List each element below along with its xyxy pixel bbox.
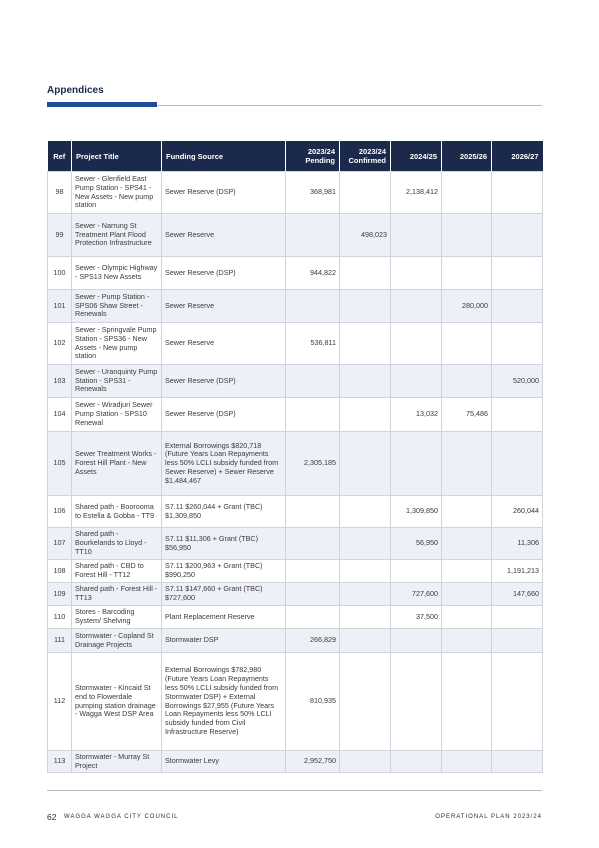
cell-2024-25 (391, 257, 442, 290)
col-header-2026-27: 2026/27 (492, 141, 543, 172)
cell-ref: 101 (48, 290, 72, 323)
cell-2023-24-confirmed (340, 432, 391, 496)
cell-2023-24-pending (286, 290, 340, 323)
cell-ref: 103 (48, 365, 72, 398)
cell-funding-source: Sewer Reserve (162, 290, 286, 323)
table-row (48, 398, 543, 432)
cell-2023-24-confirmed (340, 172, 391, 214)
cell-2026-27 (492, 432, 543, 496)
cell-2026-27 (492, 214, 543, 257)
cell-ref: 99 (48, 214, 72, 257)
cell-project-title: Sewer Treatment Works - Forest Hill Plant - New Assets (72, 432, 162, 496)
cell-2025-26 (442, 365, 492, 398)
cell-2025-26 (442, 323, 492, 365)
cell-2024-25: 1,309,850 (391, 496, 442, 528)
cell-project-title: Stormwater - Kincaid St end to Flowerdale pumping station drainage - Wagga West DSP Area (72, 653, 162, 751)
cell-funding-source: Sewer Reserve (162, 323, 286, 365)
cell-2024-25 (391, 653, 442, 751)
cell-2025-26 (442, 583, 492, 606)
cell-2023-24-confirmed (340, 257, 391, 290)
col-header-2024-25: 2024/25 (391, 141, 442, 172)
cell-ref: 100 (48, 257, 72, 290)
cell-2023-24-pending (286, 528, 340, 560)
cell-project-title: Shared path - Bourkelands to Lloyd - TT10 (72, 528, 162, 560)
cell-project-title: Sewer - Wiradjuri Sewer Pump Station - SPS10 Renewal (72, 398, 162, 432)
cell-2023-24-confirmed (340, 560, 391, 583)
cell-2026-27: 147,660 (492, 583, 543, 606)
cell-2025-26 (442, 257, 492, 290)
table-row (48, 214, 543, 257)
cell-2025-26: 75,486 (442, 398, 492, 432)
cell-project-title: Sewer - Springvale Pump Station - SPS36 - New Assets - New pump station (72, 323, 162, 365)
cell-2024-25 (391, 214, 442, 257)
table-row (48, 257, 543, 290)
cell-ref: 107 (48, 528, 72, 560)
cell-ref: 110 (48, 606, 72, 629)
cell-ref: 111 (48, 629, 72, 653)
cell-2026-27 (492, 606, 543, 629)
cell-2026-27 (492, 290, 543, 323)
cell-2024-25: 56,950 (391, 528, 442, 560)
cell-2023-24-confirmed (340, 290, 391, 323)
cell-2023-24-pending (286, 365, 340, 398)
cell-2023-24-confirmed (340, 751, 391, 773)
cell-2026-27 (492, 653, 543, 751)
cell-2023-24-confirmed (340, 629, 391, 653)
table-header-row (48, 141, 543, 172)
title-divider (157, 105, 542, 106)
page-section-title: Appendices (47, 85, 104, 96)
cell-project-title: Sewer - Olympic Highway - SPS13 New Assets (72, 257, 162, 290)
table-row (48, 290, 543, 323)
cell-2026-27 (492, 398, 543, 432)
cell-project-title: Shared path - Forest Hill - TT13 (72, 583, 162, 606)
table-row (48, 629, 543, 653)
cell-2025-26 (442, 432, 492, 496)
cell-2025-26 (442, 653, 492, 751)
cell-2025-26 (442, 214, 492, 257)
cell-2024-25 (391, 323, 442, 365)
cell-project-title: Shared path - CBD to Forest Hill - TT12 (72, 560, 162, 583)
cell-2024-25 (391, 290, 442, 323)
col-header-2025-26: 2025/26 (442, 141, 492, 172)
cell-2023-24-pending (286, 583, 340, 606)
cell-project-title: Stores - Barcoding System/ Shelving (72, 606, 162, 629)
cell-2024-25: 2,138,412 (391, 172, 442, 214)
table-row (48, 751, 543, 773)
cell-2024-25: 37,500 (391, 606, 442, 629)
footer-document-title: OPERATIONAL PLAN 2023/24 (435, 814, 542, 820)
col-header-ref: Ref (48, 141, 72, 172)
cell-2024-25: 727,600 (391, 583, 442, 606)
cell-2023-24-confirmed (340, 496, 391, 528)
cell-2023-24-pending: 266,829 (286, 629, 340, 653)
cell-funding-source: Sewer Reserve (162, 214, 286, 257)
cell-ref: 102 (48, 323, 72, 365)
cell-2023-24-confirmed (340, 398, 391, 432)
cell-2023-24-confirmed (340, 365, 391, 398)
cell-2026-27 (492, 172, 543, 214)
cell-2025-26 (442, 560, 492, 583)
cell-2023-24-pending: 810,935 (286, 653, 340, 751)
cell-2023-24-confirmed (340, 606, 391, 629)
cell-2023-24-confirmed: 498,023 (340, 214, 391, 257)
cell-ref: 98 (48, 172, 72, 214)
table-row (48, 653, 543, 751)
cell-2025-26 (442, 528, 492, 560)
cell-2023-24-pending (286, 560, 340, 583)
cell-2023-24-pending: 536,811 (286, 323, 340, 365)
cell-ref: 108 (48, 560, 72, 583)
cell-2024-25 (391, 432, 442, 496)
col-header-2023-24-pending: 2023/24 Pending (286, 141, 340, 172)
cell-2024-25 (391, 751, 442, 773)
cell-project-title: Sewer - Narrung St Treatment Plant Flood Protection Infrastructure (72, 214, 162, 257)
cell-2024-25 (391, 629, 442, 653)
cell-funding-source: External Borrowings $820,718 (Future Years Loan Repayments less 50% LCLI subsidy funded from Sewer Reserve) + Sewer Reserve $1,484,467 (162, 432, 286, 496)
cell-funding-source: Plant Replacement Reserve (162, 606, 286, 629)
footer-divider (47, 790, 542, 791)
cell-2023-24-pending (286, 606, 340, 629)
table-row (48, 560, 543, 583)
cell-2025-26 (442, 496, 492, 528)
cell-2026-27: 11,306 (492, 528, 543, 560)
cell-2023-24-pending (286, 496, 340, 528)
cell-2023-24-confirmed (340, 653, 391, 751)
table-row (48, 606, 543, 629)
cell-2023-24-pending: 2,952,750 (286, 751, 340, 773)
cell-2026-27 (492, 629, 543, 653)
col-header-2023-24-confirmed: 2023/24 Confirmed (340, 141, 391, 172)
cell-2023-24-pending: 368,981 (286, 172, 340, 214)
cell-2024-25 (391, 560, 442, 583)
cell-2026-27: 260,044 (492, 496, 543, 528)
table-row (48, 172, 543, 214)
table-row (48, 583, 543, 606)
table-row (48, 323, 543, 365)
footer-organisation: WAGGA WAGGA CITY COUNCIL (64, 814, 179, 820)
cell-2024-25: 13,032 (391, 398, 442, 432)
cell-2025-26: 280,000 (442, 290, 492, 323)
cell-funding-source: Sewer Reserve (DSP) (162, 398, 286, 432)
cell-ref: 109 (48, 583, 72, 606)
cell-project-title: Sewer - Pump Station - SPS06 Shaw Street - Renewals (72, 290, 162, 323)
cell-2023-24-pending (286, 398, 340, 432)
cell-2025-26 (442, 751, 492, 773)
cell-2026-27: 520,000 (492, 365, 543, 398)
cell-2023-24-pending (286, 214, 340, 257)
cell-2023-24-pending: 944,822 (286, 257, 340, 290)
cell-2023-24-confirmed (340, 323, 391, 365)
cell-ref: 106 (48, 496, 72, 528)
cell-project-title: Shared path - Boorooma to Estella & Gobba - TT9 (72, 496, 162, 528)
title-accent-bar (47, 102, 157, 107)
cell-funding-source: Sewer Reserve (DSP) (162, 257, 286, 290)
cell-project-title: Sewer - Uranquinty Pump Station - SPS31 - Renewals (72, 365, 162, 398)
cell-project-title: Stormwater - Murray St Project (72, 751, 162, 773)
cell-funding-source: Stormwater Levy (162, 751, 286, 773)
cell-funding-source: External Borrowings $782,980 (Future Years Loan Repayments less 50% LCLI subsidy funded from Stormwater DSP) + External Borrowings $27,955 (Future Years Loan Repayments less 50% LCLI subsidy funded from Civil Infrastructure Reserve) (162, 653, 286, 751)
table-row (48, 432, 543, 496)
cell-2026-27 (492, 323, 543, 365)
cell-2023-24-confirmed (340, 528, 391, 560)
cell-funding-source: Stormwater DSP (162, 629, 286, 653)
cell-2025-26 (442, 172, 492, 214)
cell-funding-source: S7.11 $260,044 + Grant (TBC) $1,309,850 (162, 496, 286, 528)
cell-ref: 104 (48, 398, 72, 432)
cell-2025-26 (442, 629, 492, 653)
cell-funding-source: Sewer Reserve (DSP) (162, 365, 286, 398)
cell-ref: 112 (48, 653, 72, 751)
cell-funding-source: S7.11 $147,660 + Grant (TBC) $727,600 (162, 583, 286, 606)
cell-2026-27 (492, 751, 543, 773)
capital-works-table (47, 141, 543, 773)
table-row (48, 365, 543, 398)
cell-2026-27: 1,191,213 (492, 560, 543, 583)
cell-funding-source: Sewer Reserve (DSP) (162, 172, 286, 214)
cell-ref: 105 (48, 432, 72, 496)
cell-2025-26 (442, 606, 492, 629)
table-row (48, 496, 543, 528)
cell-2024-25 (391, 365, 442, 398)
col-header-funding-source: Funding Source (162, 141, 286, 172)
cell-funding-source: S7.11 $11,306 + Grant (TBC) $56,950 (162, 528, 286, 560)
cell-project-title: Sewer - Glenfield East Pump Station - SPS41 - New Assets - New pump station (72, 172, 162, 214)
cell-2023-24-confirmed (340, 583, 391, 606)
page-number: 62 (47, 812, 57, 822)
cell-2023-24-pending: 2,305,185 (286, 432, 340, 496)
col-header-project-title: Project Title (72, 141, 162, 172)
table-row (48, 528, 543, 560)
cell-2026-27 (492, 257, 543, 290)
cell-project-title: Stormwater - Copland St Drainage Projects (72, 629, 162, 653)
cell-funding-source: S7.11 $200,963 + Grant (TBC) $990,250 (162, 560, 286, 583)
cell-ref: 113 (48, 751, 72, 773)
